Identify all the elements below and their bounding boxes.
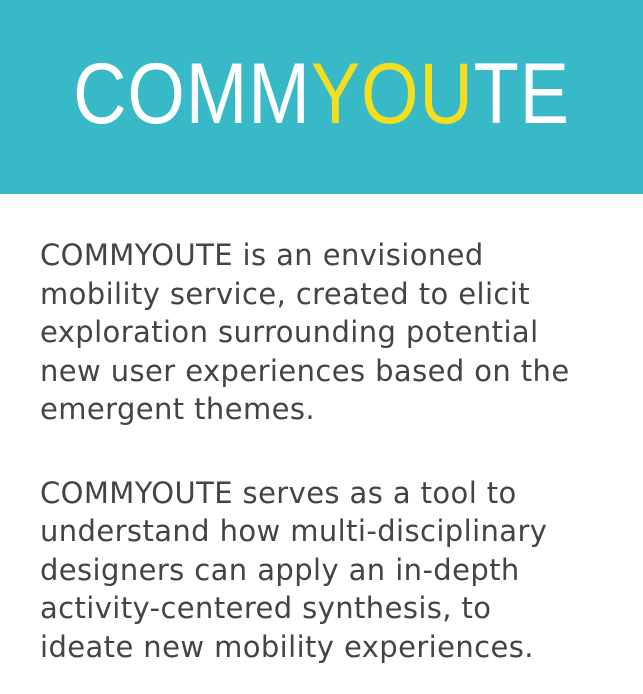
description-section bbox=[40, 236, 630, 666]
brand-title-te: TE bbox=[473, 46, 570, 142]
title-banner bbox=[0, 0, 643, 194]
brand-title bbox=[45, 46, 598, 142]
description-paragraph-2: COMMYOUTE serves as a tool to understand how multi-disciplinary designers can apply an in-depth activity-centered synthesis, to ideate new mobility experiences. bbox=[40, 475, 548, 664]
description-paragraph-1: COMMYOUTE is an envisioned mobility service, created to elicit exploration surrounding potential new user experiences based on the emergent themes. bbox=[40, 238, 570, 426]
brand-title-comm: COMM bbox=[73, 46, 311, 142]
brand-title-you-highlight: YOU bbox=[310, 46, 474, 142]
